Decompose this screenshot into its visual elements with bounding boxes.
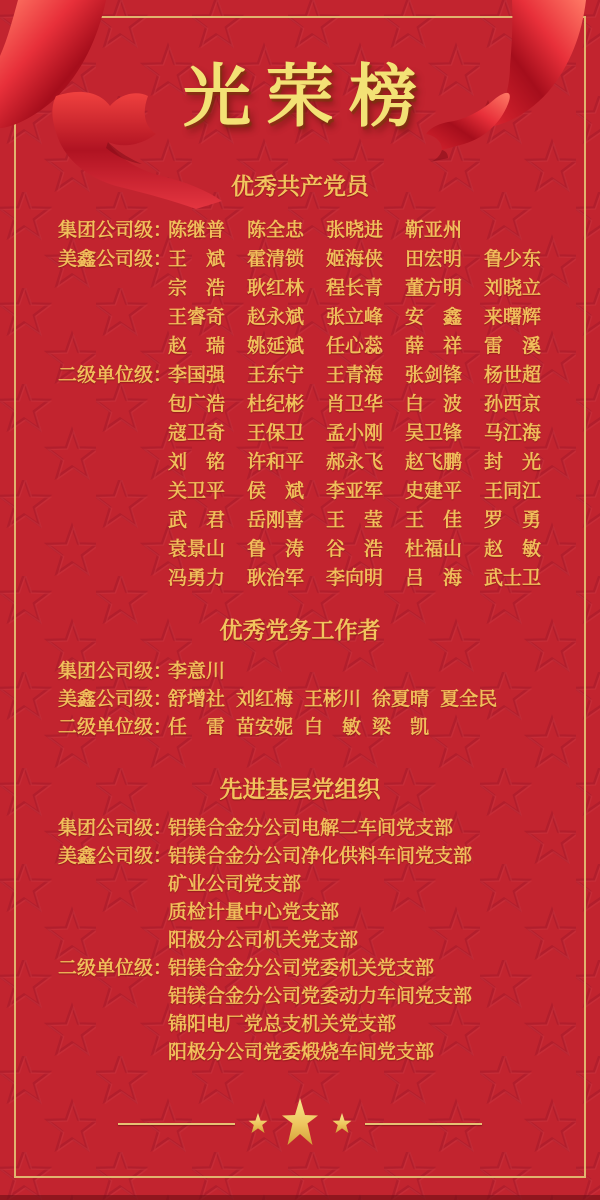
person-name: 封 光 (484, 451, 542, 473)
divider-line-left (118, 1123, 235, 1125)
bottom-edge-shadow (0, 1195, 600, 1200)
person-name: 姬海侠 (326, 248, 384, 270)
level-label: 美鑫公司级： (58, 248, 173, 270)
person-name: 夏全民 (440, 687, 498, 710)
person-name: 苗安妮 (236, 715, 294, 738)
award-row (58, 504, 600, 533)
person-name: 田宏明 (405, 248, 463, 270)
section-rows (0, 655, 600, 739)
person-name: 陈全忠 (247, 219, 305, 241)
award-row (58, 711, 600, 739)
person-name: 吕 海 (405, 567, 463, 589)
org-name: 阳极分公司党委煅烧车间党支部 (168, 1040, 435, 1063)
level-label: 集团公司级： (58, 219, 173, 241)
person-name: 王 斌 (168, 248, 226, 270)
award-row (58, 272, 600, 301)
org-name: 铝镁合金分公司党委动力车间党支部 (168, 984, 473, 1007)
poster-title: 光荣榜 (182, 57, 432, 137)
person-name: 刘晓立 (484, 277, 542, 299)
section-heading: 优秀共产党员 (231, 174, 369, 200)
divider-line-right (365, 1123, 482, 1125)
award-row (58, 533, 600, 562)
org-name: 锦阳电厂党总支机关党支部 (168, 1012, 397, 1035)
person-name: 侯 斌 (247, 480, 305, 502)
three-stars-icon (244, 1095, 356, 1153)
award-row (58, 980, 600, 1008)
person-name: 罗 勇 (484, 509, 542, 531)
org-name: 铝镁合金分公司电解二车间党支部 (168, 816, 454, 839)
award-row (58, 446, 600, 475)
section-3 (0, 777, 600, 1064)
person-name: 白 波 (405, 393, 463, 415)
org-name: 铝镁合金分公司党委机关党支部 (168, 956, 435, 979)
award-row (58, 359, 600, 388)
person-name: 白 敏 (304, 715, 362, 738)
level-label: 二级单位级： (58, 956, 173, 979)
org-name: 矿业公司党支部 (168, 872, 302, 895)
person-name: 赵 瑞 (168, 335, 226, 357)
level-label: 美鑫公司级： (58, 844, 173, 867)
award-row (58, 388, 600, 417)
person-name: 肖卫华 (326, 393, 384, 415)
person-name: 董方明 (405, 277, 463, 299)
person-name: 王青海 (326, 364, 384, 386)
person-name: 包广浩 (168, 393, 226, 415)
award-row (58, 475, 600, 504)
org-name: 质检计量中心党支部 (168, 900, 340, 923)
person-name: 任心蕊 (326, 335, 384, 357)
award-row (58, 1036, 600, 1064)
section-2 (0, 618, 600, 739)
person-name: 王东宁 (247, 364, 305, 386)
person-name: 刘红梅 (236, 687, 294, 710)
person-name: 谷 浩 (326, 538, 384, 560)
person-name: 寇卫奇 (168, 422, 226, 444)
person-name: 袁景山 (168, 538, 226, 560)
person-name: 姚延斌 (247, 335, 305, 357)
person-name: 薛 祥 (405, 335, 463, 357)
person-name: 鲁少东 (484, 248, 542, 270)
person-name: 霍清锁 (247, 248, 305, 270)
person-name: 李亚军 (326, 480, 384, 502)
award-row (58, 683, 600, 711)
person-name: 岳刚喜 (247, 509, 305, 531)
person-name: 张晓进 (326, 219, 384, 241)
award-row (58, 330, 600, 359)
section-rows (0, 214, 600, 591)
award-row (58, 214, 600, 243)
person-name: 马江海 (484, 422, 542, 444)
person-name: 耿治军 (247, 567, 305, 589)
award-row (58, 417, 600, 446)
person-name: 杨世超 (484, 364, 542, 386)
org-name: 铝镁合金分公司净化供料车间党支部 (168, 844, 473, 867)
person-name: 刘 铭 (168, 451, 226, 473)
section-heading: 先进基层党组织 (219, 777, 381, 803)
person-name: 关卫平 (168, 480, 226, 502)
person-name: 王彬川 (304, 687, 362, 710)
award-row (58, 1008, 600, 1036)
person-name: 王睿奇 (168, 306, 226, 328)
person-name: 徐夏晴 (372, 687, 430, 710)
section-1 (0, 174, 600, 591)
person-name: 吴卫锋 (405, 422, 463, 444)
person-name: 冯勇力 (168, 567, 226, 589)
award-row (58, 840, 600, 868)
person-name: 李意川 (168, 659, 226, 682)
person-name: 李国强 (168, 364, 226, 386)
person-name: 史建平 (405, 480, 463, 502)
person-name: 靳亚州 (405, 219, 463, 241)
person-name: 李向明 (326, 567, 384, 589)
person-name: 赵 敏 (484, 538, 542, 560)
award-row (58, 655, 600, 683)
award-row (58, 562, 600, 591)
level-label: 美鑫公司级： (58, 687, 173, 710)
section-heading: 优秀党务工作者 (219, 618, 381, 644)
person-name: 张剑锋 (405, 364, 463, 386)
person-name: 王 莹 (326, 509, 384, 531)
person-name: 王 佳 (405, 509, 463, 531)
award-row (58, 301, 600, 330)
level-label: 集团公司级： (58, 659, 173, 682)
level-label: 二级单位级： (58, 715, 173, 738)
person-name: 鲁 涛 (247, 538, 305, 560)
person-name: 宗 浩 (168, 277, 226, 299)
person-name: 任 雷 (168, 715, 226, 738)
person-name: 武士卫 (484, 567, 542, 589)
level-label: 二级单位级： (58, 364, 173, 386)
section-rows (0, 812, 600, 1064)
person-name: 郝永飞 (326, 451, 384, 473)
person-name: 舒增社 (168, 687, 226, 710)
footer-star-divider (0, 1098, 600, 1150)
person-name: 孙西京 (484, 393, 542, 415)
person-name: 程长青 (326, 277, 384, 299)
award-row (58, 924, 600, 952)
person-name: 杜福山 (405, 538, 463, 560)
award-row (58, 868, 600, 896)
award-row (58, 952, 600, 980)
person-name: 安 鑫 (405, 306, 463, 328)
level-label: 集团公司级： (58, 816, 173, 839)
person-name: 孟小刚 (326, 422, 384, 444)
person-name: 王保卫 (247, 422, 305, 444)
person-name: 梁 凯 (372, 715, 430, 738)
person-name: 赵飞鹏 (405, 451, 463, 473)
person-name: 杜纪彬 (247, 393, 305, 415)
award-row (58, 812, 600, 840)
person-name: 来曙辉 (484, 306, 542, 328)
person-name: 陈继普 (168, 219, 226, 241)
person-name: 武 君 (168, 509, 226, 531)
award-row (58, 243, 600, 272)
person-name: 王同江 (484, 480, 542, 502)
org-name: 阳极分公司机关党支部 (168, 928, 359, 951)
person-name: 雷 溪 (484, 335, 542, 357)
award-row (58, 896, 600, 924)
sections-container (0, 174, 600, 1064)
person-name: 许和平 (247, 451, 305, 473)
person-name: 耿红林 (247, 277, 305, 299)
person-name: 赵永斌 (247, 306, 305, 328)
person-name: 张立峰 (326, 306, 384, 328)
